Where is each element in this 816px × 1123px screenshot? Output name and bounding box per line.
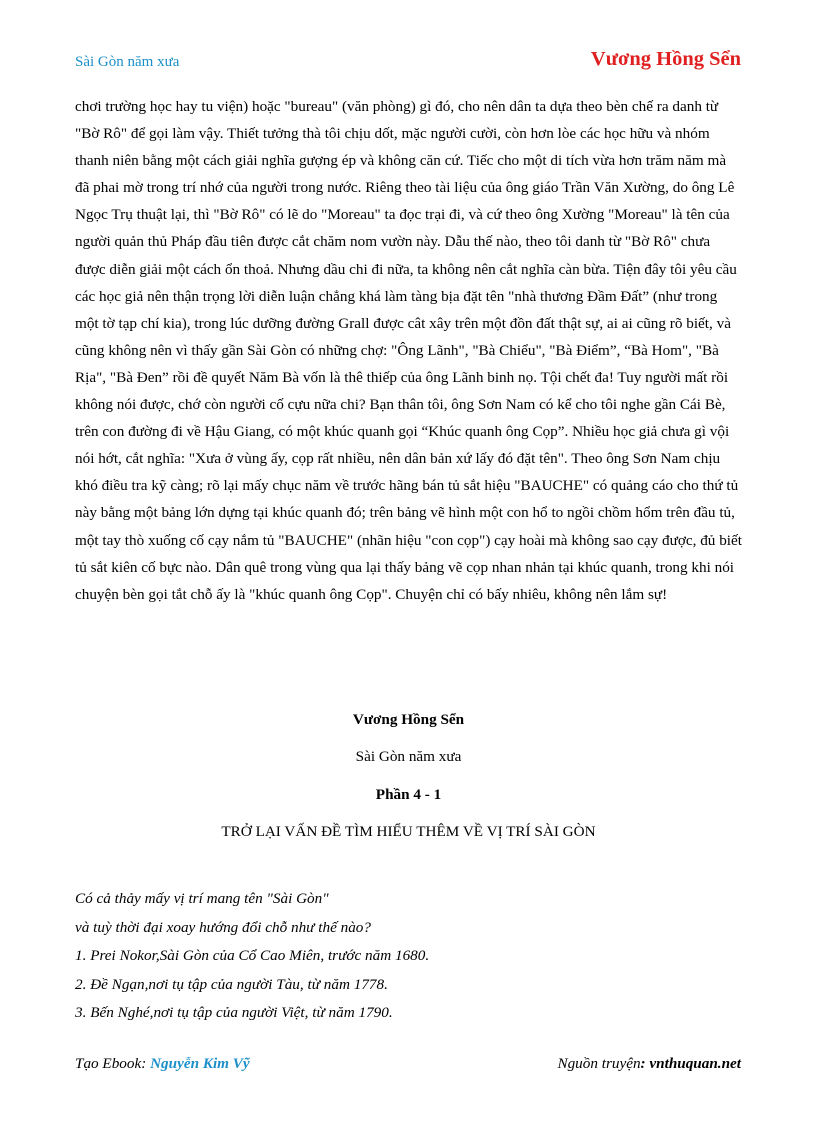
footer-ebook-credit (75, 1055, 250, 1073)
footer-ebook-author: Nguyễn Kim Vỹ (150, 1055, 250, 1072)
intro-line: Có cả thảy mấy vị trí mang tên "Sài Gòn" (75, 890, 329, 907)
footer-source-separator: : (640, 1055, 650, 1072)
body-paragraph: chơi trường học hay tu viện) hoặc "bureau" (văn phòng) gì đó, cho nên dân ta dựa theo bèn chế ra danh từ "Bờ Rô" để gọi làm vậy. Thiết tưởng thà tôi chịu dốt, mặc người cười, còn hơn lòe các học hữu và nhóm thanh niên bằng một cách giải nghĩa gượng ép và không căn cứ. Tiếc cho một di tích vừa hơn trăm năm mà đã phai mờ trong trí nhớ của người trong nước. Riêng theo tài liệu của ông giáo Trần Văn Xường, do ông Lê Ngọc Trụ thuật lại, thì "Bờ Rô" có lẽ do "Moreau" ta đọc trại đi, và cứ theo ông Xường "Moreau" là tên của người quản thủ Pháp đầu tiên được cắt chăm nom vườn này. Dẫu thế nào, theo tôi danh từ "Bờ Rô" chưa được diễn giải một cách ổn thoả. Nhưng dầu chi đi nữa, ta không nên cắt nghĩa càn bừa. Tiện đây tôi yêu cầu các học giả nên thận trọng lời diễn luận chẳng khá làm tàng bịa đặt tên "nhà thương Đầm Đất” (như trong một tờ tạp chí kia), trong lúc dưỡng đường Grall được cât xây trên một đồn đất thật sự, ai ai cũng rõ biết, và cũng không nên vì thấy gần Sài Gòn có những chợ: "Ông Lãnh", "Bà Chiểu", "Bà Điểm”, “Bà Hom", "Bà Rịa", "Bà Đen” rồi đề quyết Năm Bà vốn là thê thiếp của ông Lãnh binh nọ. Tội chết đa! Tuy người mất rồi không nói được, chớ còn người cố cựu nữa chi? Bạn thân tôi, ông Sơn Nam có kể cho tôi nghe gần Cái Bè, trên con đường đi về Hậu Giang, có một khúc quanh gọi “Khúc quanh ông Cọp”. Nhiều học giả chưa gì vội nói hớt, cắt nghĩa: "Xưa ở vùng ấy, cọp rất nhiều, nên dân bản xứ lấy đó đặt tên". Theo ông Sơn Nam chịu khó điều tra kỹ càng; rõ lại mấy chục năm về trước hãng bán tủ sắt hiệu "BAUCHE" có quảng cáo cho thứ tủ này bằng một bảng lớn dựng tại khúc quanh đó; trên bảng vẽ hình một con hổ to ngồi chồm hổm trên đầu tủ, một tay thò xuống cố cạy nắm tủ "BAUCHE" (nhãn hiệu "con cọp") cạy hoài mà không sao cạy được, đủ biết tủ sắt kiên cố bực nào. Dân quê trong vùng qua lại thấy bảng vẽ cọp nhan nhản tại khúc quanh, trong khi nói chuyện bèn gọi tắt chỗ ấy là "khúc quanh ông Cọp". Chuyện chỉ có bấy nhiêu, không nên lắm sự! (75, 98, 742, 603)
footer-source-site: vnthuquan.net (649, 1055, 741, 1072)
section-chapter-title: TRỞ LẠI VẤN ĐỀ TÌM HIỂU THÊM VỀ VỊ TRÍ SÀI GÒN (221, 823, 596, 840)
footer-source-credit (557, 1055, 741, 1073)
intro-line: 1. Prei Nokor,Sài Gòn của Cổ Cao Miên, trước năm 1680. (75, 947, 430, 965)
intro-line: 2. Đề Ngạn,nơi tụ tập của người Tàu, từ năm 1778. (75, 975, 388, 993)
footer-source-label: Nguồn truyện (557, 1055, 641, 1072)
intro-line: 3. Bến Nghé,nơi tụ tập của người Việt, từ năm 1790. (75, 1004, 393, 1022)
intro-list (75, 885, 742, 1028)
page-footer (75, 1055, 741, 1077)
section-author: Vương Hồng Sển (352, 711, 465, 728)
header-author-name: Vương Hồng Sển (590, 48, 741, 70)
footer-ebook-label: Tạo Ebook (75, 1055, 142, 1072)
section-part-heading: Phần 4 - 1 (375, 786, 442, 803)
intro-line: và tuỳ thời đại xoay hướng đổi chỗ như thế nào? (75, 918, 371, 936)
header-book-title: Sài Gòn năm xưa (75, 54, 180, 70)
page-header (75, 48, 741, 78)
footer-ebook-separator: : (141, 1055, 151, 1072)
section-book-title: Sài Gòn năm xưa (355, 748, 462, 765)
